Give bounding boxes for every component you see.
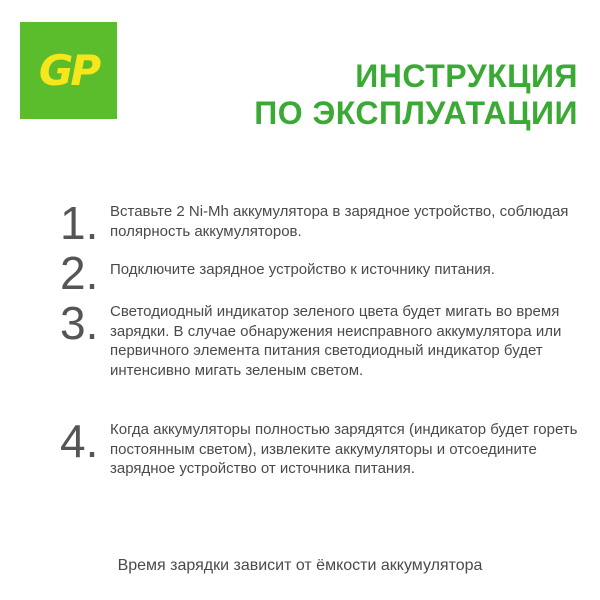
title-line-2: ПО ЭКСПЛУАТАЦИИ [254,95,578,131]
page-title [254,58,578,132]
step-text: Вставьте 2 Ni-Mh аккумулятора в зарядное устройство, соблюдая полярность аккумуляторов. [110,203,569,240]
step-text: Подключите зарядное устройство к источнику питания. [110,261,495,278]
logo-text: GP [38,45,99,95]
step-number: 2. [60,247,99,299]
step-number: 4. [60,415,99,467]
step-1 [60,197,580,249]
footer-note: Время зарядки зависит от ёмкости аккумулятора [117,557,483,574]
gp-logo [20,22,117,119]
step-2 [60,247,580,299]
step-text: Светодиодный индикатор зеленого цвета будет мигать во время зарядки. В случае обнаружения неисправного аккумулятора или первичного элемента питания светодиодный индикатор будет интенсивно мигать зеленым светом. [110,303,562,379]
title-line-1: ИНСТРУКЦИЯ [355,58,578,94]
step-4 [60,415,580,479]
step-number: 1. [60,197,99,249]
step-3 [60,297,580,380]
step-text: Когда аккумуляторы полностью зарядятся (индикатор будет гореть постоянным светом), извлеките аккумуляторы и отсоедините зарядное устройство от источника питания. [110,421,578,477]
step-number: 3. [60,297,99,349]
